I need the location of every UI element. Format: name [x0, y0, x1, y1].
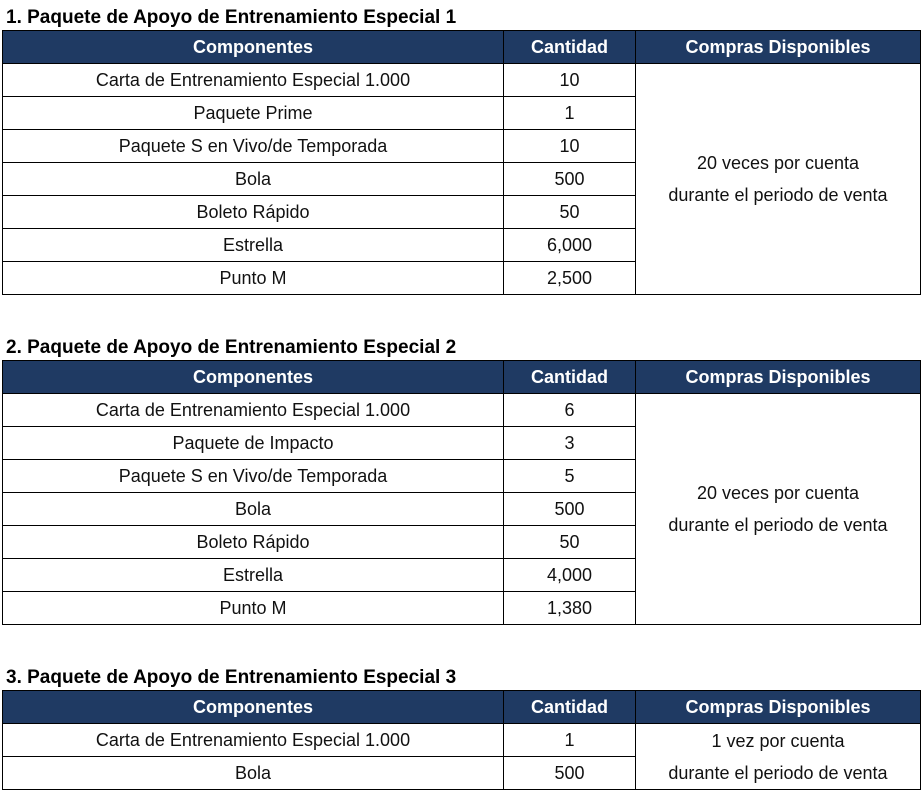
item-qty: 10 — [504, 64, 636, 97]
header-components: Componentes — [3, 361, 504, 394]
item-qty: 50 — [504, 526, 636, 559]
package-table — [2, 690, 921, 790]
item-qty: 1,380 — [504, 592, 636, 625]
purchase-limit — [636, 394, 921, 625]
header-quantity: Cantidad — [504, 361, 636, 394]
package-table — [2, 360, 921, 625]
purchase-limit — [636, 724, 921, 790]
header-quantity: Cantidad — [504, 691, 636, 724]
item-qty: 1 — [504, 97, 636, 130]
header-components: Componentes — [3, 691, 504, 724]
purchase-limit-line2: durante el periodo de venta — [668, 185, 888, 205]
item-name: Carta de Entrenamiento Especial 1.000 — [3, 394, 504, 427]
header-row — [3, 691, 921, 724]
item-name: Estrella — [3, 559, 504, 592]
item-qty: 1 — [504, 724, 636, 757]
item-name: Paquete Prime — [3, 97, 504, 130]
header-row — [3, 361, 921, 394]
header-components: Componentes — [3, 31, 504, 64]
item-qty: 50 — [504, 196, 636, 229]
item-name: Punto M — [3, 262, 504, 295]
item-qty: 6,000 — [504, 229, 636, 262]
header-row — [3, 31, 921, 64]
item-name: Paquete S en Vivo/de Temporada — [3, 460, 504, 493]
item-qty: 3 — [504, 427, 636, 460]
table-row — [3, 64, 921, 97]
package-section-2 — [2, 336, 920, 625]
table-row — [3, 724, 921, 757]
item-name: Estrella — [3, 229, 504, 262]
item-name: Paquete de Impacto — [3, 427, 504, 460]
table-row — [3, 394, 921, 427]
package-section-3 — [2, 666, 920, 790]
item-name: Boleto Rápido — [3, 196, 504, 229]
item-name: Punto M — [3, 592, 504, 625]
header-quantity: Cantidad — [504, 31, 636, 64]
item-name: Carta de Entrenamiento Especial 1.000 — [3, 724, 504, 757]
item-name: Boleto Rápido — [3, 526, 504, 559]
item-name: Paquete S en Vivo/de Temporada — [3, 130, 504, 163]
package-title: 2. Paquete de Apoyo de Entrenamiento Especial 2 — [6, 337, 457, 358]
package-section-1 — [2, 6, 920, 295]
purchase-limit-line1: 20 veces por cuenta — [696, 153, 860, 173]
item-qty: 10 — [504, 130, 636, 163]
item-qty: 500 — [504, 493, 636, 526]
header-purchases: Compras Disponibles — [636, 31, 921, 64]
purchase-limit-line2: durante el periodo de venta — [668, 762, 888, 783]
item-qty: 500 — [504, 163, 636, 196]
header-purchases: Compras Disponibles — [636, 691, 921, 724]
item-qty: 500 — [504, 757, 636, 790]
item-name: Bola — [3, 163, 504, 196]
item-qty: 5 — [504, 460, 636, 493]
package-title: 3. Paquete de Apoyo de Entrenamiento Especial 3 — [6, 667, 457, 688]
purchase-limit — [636, 64, 921, 295]
item-qty: 4,000 — [504, 559, 636, 592]
purchase-limit-line1: 20 veces por cuenta — [696, 483, 860, 503]
package-table — [2, 30, 921, 295]
purchase-limit-line2: durante el periodo de venta — [668, 515, 888, 535]
item-name: Bola — [3, 757, 504, 790]
item-qty: 2,500 — [504, 262, 636, 295]
purchase-limit-line1: 1 vez por cuenta — [711, 730, 845, 751]
item-name: Carta de Entrenamiento Especial 1.000 — [3, 64, 504, 97]
item-name: Bola — [3, 493, 504, 526]
header-purchases: Compras Disponibles — [636, 361, 921, 394]
package-title: 1. Paquete de Apoyo de Entrenamiento Especial 1 — [6, 7, 457, 28]
item-qty: 6 — [504, 394, 636, 427]
